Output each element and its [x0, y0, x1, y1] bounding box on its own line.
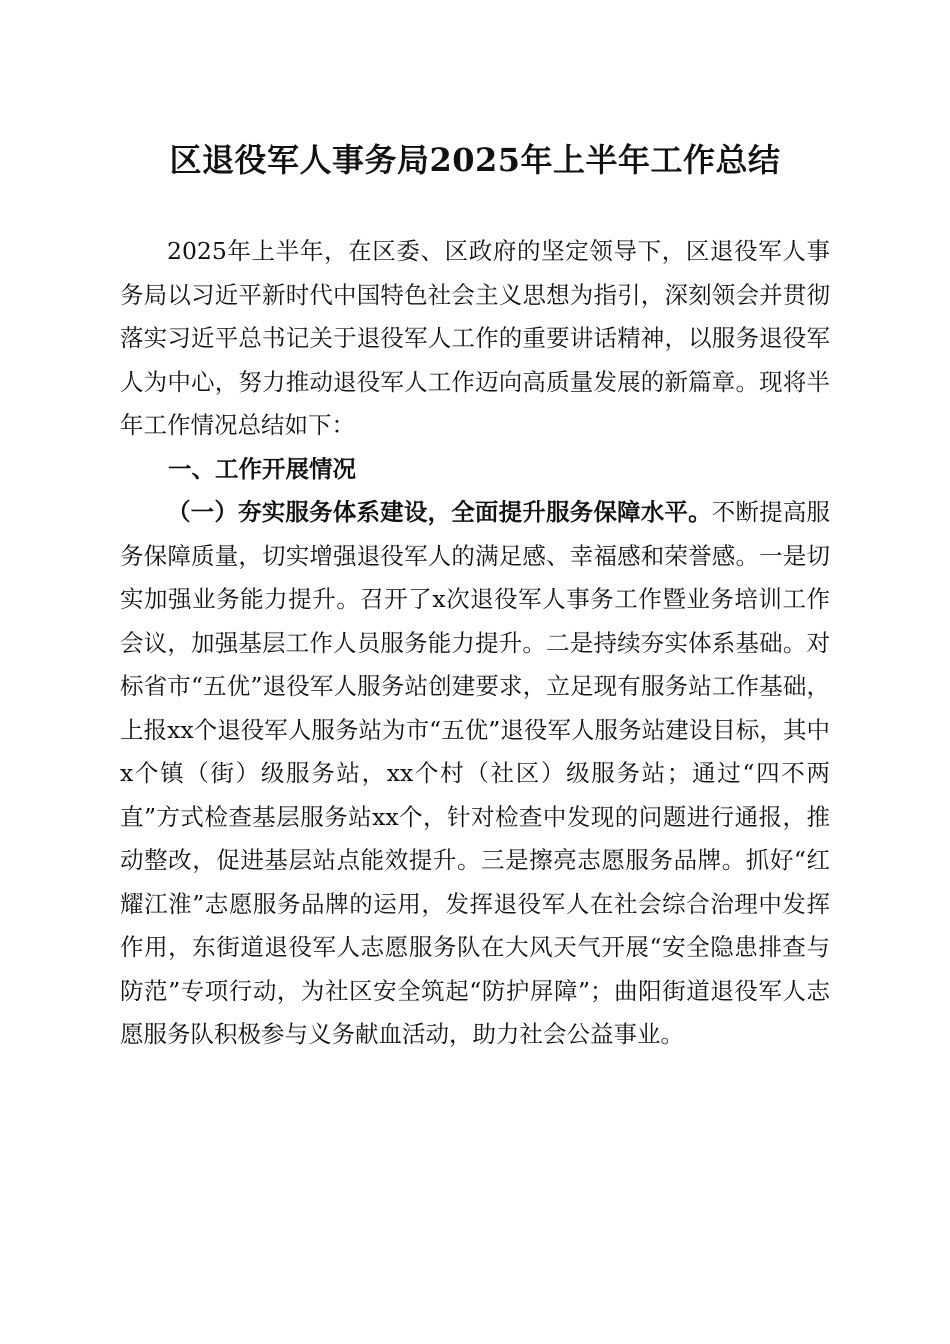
document-title: 区退役军人事务局2025年上半年工作总结 — [169, 141, 781, 179]
intro-paragraph: 2025年上半年，在区委、区政府的坚定领导下，区退役军人事务局以习近平新时代中国特色社会主义思想为指引，深刻领会并贯彻落实习近平总书记关于退役军人工作的重要讲话精神，以服务退役军人为中心，努力推动退役军人工作迈向高质量发展的新篇章。现将半年工作情况总结如下： — [120, 237, 830, 439]
document-body — [120, 230, 830, 1057]
section-heading: 一、工作开展情况 — [168, 454, 356, 483]
subsection-heading: （一）夯实服务体系建设，全面提升服务保障水平。 — [167, 498, 712, 526]
subsection-body: 不断提高服务保障质量，切实增强退役军人的满足感、幸福感和荣誉感。一是切实加强业务能力提升。召开了x次退役军人事务工作暨业务培训工作会议，加强基层工作人员服务能力提升。二是持续夯实体系基础。对标省市“五优”退役军人服务站创建要求，立足现有服务站工作基础，上报xx个退役军人服务站为市“五优”退役军人服务站建设目标，其中x个镇（街）级服务站，xx个村（社区）级服务站；通过“四不两直”方式检查基层服务站xx个，针对检查中发现的问题进行通报，推动整改，促进基层站点能效提升。三是擦亮志愿服务品牌。抓好“红耀江淮”志愿服务品牌的运用，发挥退役军人在社会综合治理中发挥作用，东街道退役军人志愿服务队在大风天气开展“安全隐患排查与防范”专项行动，为社区安全筑起“防护屏障”；曲阳街道退役军人志愿服务队积极参与义务献血活动，助力社会公益事业。 — [120, 498, 831, 1048]
subsection-paragraph — [120, 491, 830, 1057]
